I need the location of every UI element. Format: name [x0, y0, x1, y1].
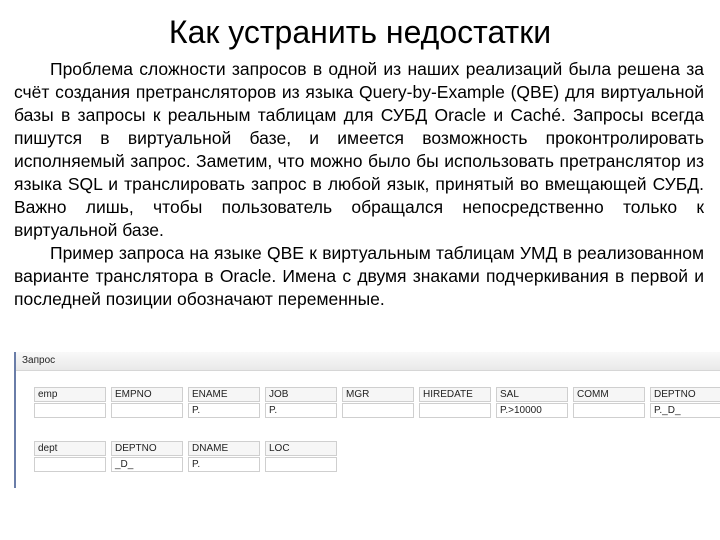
qbe-column: [34, 387, 106, 418]
qbe-condition-cell[interactable]: P.: [188, 403, 260, 418]
qbe-condition-cell[interactable]: P.: [188, 457, 260, 472]
qbe-condition-cell[interactable]: _D_: [111, 457, 183, 472]
qbe-condition-cell[interactable]: [265, 457, 337, 472]
qbe-condition-cell[interactable]: P._D_: [650, 403, 720, 418]
qbe-condition-cell[interactable]: P.: [265, 403, 337, 418]
qbe-column-header[interactable]: SAL: [496, 387, 568, 402]
qbe-condition-cell[interactable]: [419, 403, 491, 418]
qbe-column-header[interactable]: MGR: [342, 387, 414, 402]
qbe-column: [111, 441, 183, 472]
qbe-window-title: Запрос: [22, 355, 56, 366]
qbe-query-window: [14, 352, 720, 488]
qbe-column-header[interactable]: HIREDATE: [419, 387, 491, 402]
qbe-column: [342, 387, 414, 418]
qbe-column-header[interactable]: COMM: [573, 387, 645, 402]
qbe-work-area: [16, 371, 720, 488]
qbe-column-header[interactable]: DEPTNO: [650, 387, 720, 402]
qbe-column-header[interactable]: DEPTNO: [111, 441, 183, 456]
qbe-column-header[interactable]: LOC: [265, 441, 337, 456]
qbe-condition-cell[interactable]: [111, 403, 183, 418]
qbe-column: [265, 387, 337, 418]
qbe-table-name-cell[interactable]: dept: [34, 441, 106, 456]
slide-title: Как устранить недостатки: [168, 14, 552, 50]
qbe-window-titlebar[interactable]: [16, 352, 720, 371]
slide-body: [14, 58, 704, 311]
qbe-table-emp: [34, 387, 720, 418]
qbe-table-name-cell[interactable]: emp: [34, 387, 106, 402]
qbe-column: [419, 387, 491, 418]
qbe-condition-cell[interactable]: [342, 403, 414, 418]
qbe-condition-cell[interactable]: [573, 403, 645, 418]
qbe-column: [188, 387, 260, 418]
paragraph-problem: Проблема сложности запросов в одной из наших реализаций была решена за счёт создания претрансляторов из языка Query-by-Example (QBE) для виртуальной базы в запросы к реальным таблицам для СУБД Oracle и Caché. Запросы всегда пишутся в виртуальной базе, и имеется возможность проконтролировать исполняемый запрос. Заметим, что можно было бы использовать претранслятор из языка SQL и транслировать запрос в любой язык, принятый во вмещающей СУБД. Важно лишь, чтобы пользователь обращался непосредственно только к виртуальной базе.: [14, 59, 704, 240]
qbe-column-header[interactable]: EMPNO: [111, 387, 183, 402]
qbe-table-dept: [34, 441, 342, 472]
qbe-column: [650, 387, 720, 418]
qbe-condition-cell[interactable]: [34, 457, 106, 472]
qbe-column: [573, 387, 645, 418]
qbe-condition-cell[interactable]: [34, 403, 106, 418]
qbe-column: [34, 441, 106, 472]
qbe-condition-cell[interactable]: P.>10000: [496, 403, 568, 418]
qbe-column-header[interactable]: JOB: [265, 387, 337, 402]
qbe-column: [111, 387, 183, 418]
qbe-column: [265, 441, 337, 472]
qbe-column-header[interactable]: DNAME: [188, 441, 260, 456]
qbe-column: [188, 441, 260, 472]
qbe-column: [496, 387, 568, 418]
qbe-column-header[interactable]: ENAME: [188, 387, 260, 402]
paragraph-example: Пример запроса на языке QBE к виртуальным таблицам УМД в реализованном варианте транслятора в Oracle. Имена с двумя знаками подчеркивания в первой и последней позиции обозначают переменные.: [14, 243, 704, 309]
